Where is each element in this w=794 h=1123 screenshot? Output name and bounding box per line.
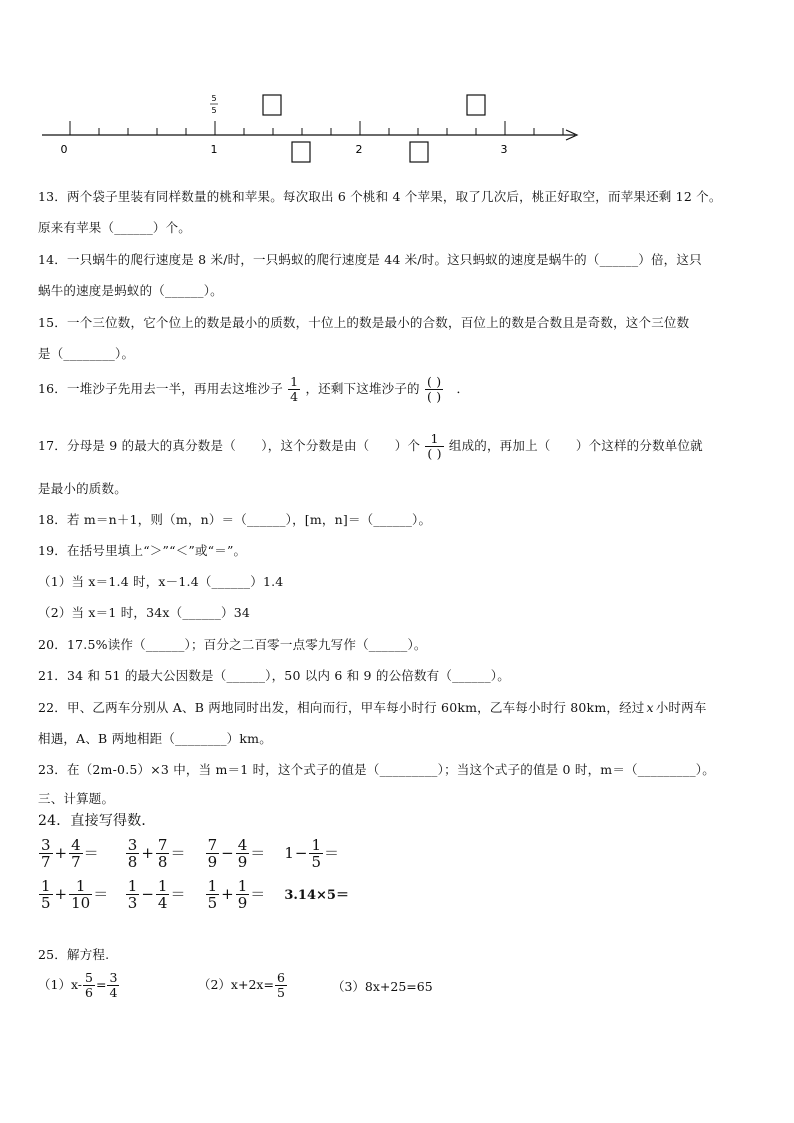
- question-20: 20．17.5%读作（______）；百分之二百零一点零九写作（______）。: [38, 637, 427, 652]
- label-0: 0: [60, 143, 68, 156]
- svg-text:5: 5: [211, 106, 217, 115]
- calc-2-3: $\frac{1}{5}$ + $\frac{1}{9}$ ＝: [207, 877, 266, 912]
- answer-box-1[interactable]: [263, 95, 281, 115]
- question-14-line1: 14．一只蜗牛的爬行速度是 8 米/时，一只蚂蚁的爬行速度是 44 米/时。这只蚂蚁的速度是蜗牛的（______）倍，这只: [38, 252, 702, 267]
- question-22-line2: 相遇，A、B 两地相距（________）km。: [38, 731, 272, 746]
- equation-3: （3）8x+25=65: [331, 978, 433, 994]
- question-22-text-b: 小时两车: [655, 700, 707, 715]
- question-19-title: 19．在括号里填上“＞”“＜”或“＝”。: [38, 543, 247, 558]
- question-25-title: 25．解方程.: [38, 947, 110, 962]
- question-15-line2: 是（________）。: [38, 346, 135, 361]
- question-15-line1: 15．一个三位数，它个位上的数是最小的质数，十位上的数是最小的合数，百位上的数是合数且是奇数，这个三位数: [38, 315, 690, 330]
- question-16-text-c: ．: [456, 381, 470, 396]
- question-22-line1: [38, 698, 707, 716]
- top-fraction: [210, 94, 218, 115]
- frac-num: 1: [430, 431, 439, 446]
- label-2: 2: [355, 143, 363, 156]
- question-19-part1: （1）当 x＝1.4 时，x－1.4（______）1.4: [38, 574, 284, 589]
- equation-2: （2）x+2x= $\frac{6}{5}$: [197, 970, 285, 1000]
- frac-num: 1: [290, 374, 299, 389]
- svg-text:5: 5: [211, 94, 217, 103]
- calc-1-4: 1− $\frac{1}{5}$ ＝: [284, 836, 340, 871]
- calc-1-2: $\frac{3}{8}$ + $\frac{7}{8}$ ＝: [127, 836, 186, 871]
- question-18: 18．若 m＝n＋1，则（m，n）＝（______），[m，n]＝（______）。: [38, 512, 432, 527]
- frac-num: ( ): [426, 374, 442, 389]
- calc-2-2: $\frac{1}{3}$ − $\frac{1}{4}$ ＝: [127, 877, 186, 912]
- question-17-line1: [38, 433, 703, 460]
- question-16: [38, 376, 469, 403]
- variable-x: x: [646, 700, 654, 715]
- calc-row-2: [38, 879, 349, 911]
- question-21: 21．34 和 51 的最大公因数是（______），50 以内 6 和 9 的公倍数有（______）。: [38, 668, 510, 683]
- question-17-text-b: 组成的，再加上（ ）个这样的分数单位就: [448, 438, 703, 453]
- question-17-text-a: 17．分母是 9 的最大的真分数是（ ），这个分数是由（ ）个: [38, 438, 421, 453]
- question-17-line2: 是最小的质数。: [38, 481, 127, 496]
- label-1: 1: [210, 143, 218, 156]
- fraction-one-quarter: [288, 376, 300, 403]
- answer-box-4[interactable]: [410, 142, 428, 162]
- question-24-title: 24．直接写得数．: [38, 813, 156, 829]
- frac-den: ( ): [427, 445, 442, 461]
- number-line: [0, 88, 794, 168]
- question-13-line1: 13．两个袋子里装有同样数量的桃和苹果。每次取出 6 个桃和 4 个苹果，取了几次后，桃正好取空，而苹果还剩 12 个。: [38, 189, 722, 204]
- question-23: 23．在（2m-0.5）×3 中，当 m＝1 时，这个式子的值是（_________）；当这个式子的值是 0 时，m＝（_________）。: [38, 762, 715, 777]
- frac-den: 4: [290, 388, 299, 404]
- calc-row-1: [38, 838, 339, 870]
- calc-2-1: $\frac{1}{5}$ + $\frac{1}{10}$ ＝: [41, 877, 109, 912]
- calc-1-1: $\frac{3}{7}$ + $\frac{4}{7}$ ＝: [41, 836, 99, 871]
- answer-box-2[interactable]: [467, 95, 485, 115]
- frac-den: ( ): [426, 388, 442, 404]
- calc-2-4: 3.14×5＝: [284, 888, 349, 903]
- label-3: 3: [500, 143, 508, 156]
- number-line-ticks: [70, 121, 563, 135]
- section-3-title: 三、计算题。: [38, 791, 115, 806]
- question-22-text-a: 22．甲、乙两车分别从 A、B 两地同时出发，相向而行，甲车每小时行 60km，乙车每小时行 80km，经过: [38, 700, 645, 715]
- equation-1: （1）x- $\frac{5}{6}$ = $\frac{3}{4}$: [38, 970, 118, 1000]
- calc-1-3: $\frac{7}{9}$ − $\frac{4}{9}$ ＝: [207, 836, 266, 871]
- question-19-part2: （2）当 x＝1 时，34x（______）34: [38, 605, 251, 620]
- question-13-line2: 原来有苹果（______）个。: [38, 220, 192, 235]
- question-14-line2: 蜗牛的速度是蚂蚁的（______）。: [38, 283, 223, 298]
- question-16-text-b: ，还剩下这堆沙子的: [305, 381, 420, 396]
- fraction-unit: [425, 433, 443, 460]
- blank-fraction[interactable]: [425, 376, 443, 403]
- question-16-text-a: 16．一堆沙子先用去一半，再用去这堆沙子: [38, 381, 283, 396]
- answer-box-3[interactable]: [292, 142, 310, 162]
- equations-row: [38, 972, 433, 999]
